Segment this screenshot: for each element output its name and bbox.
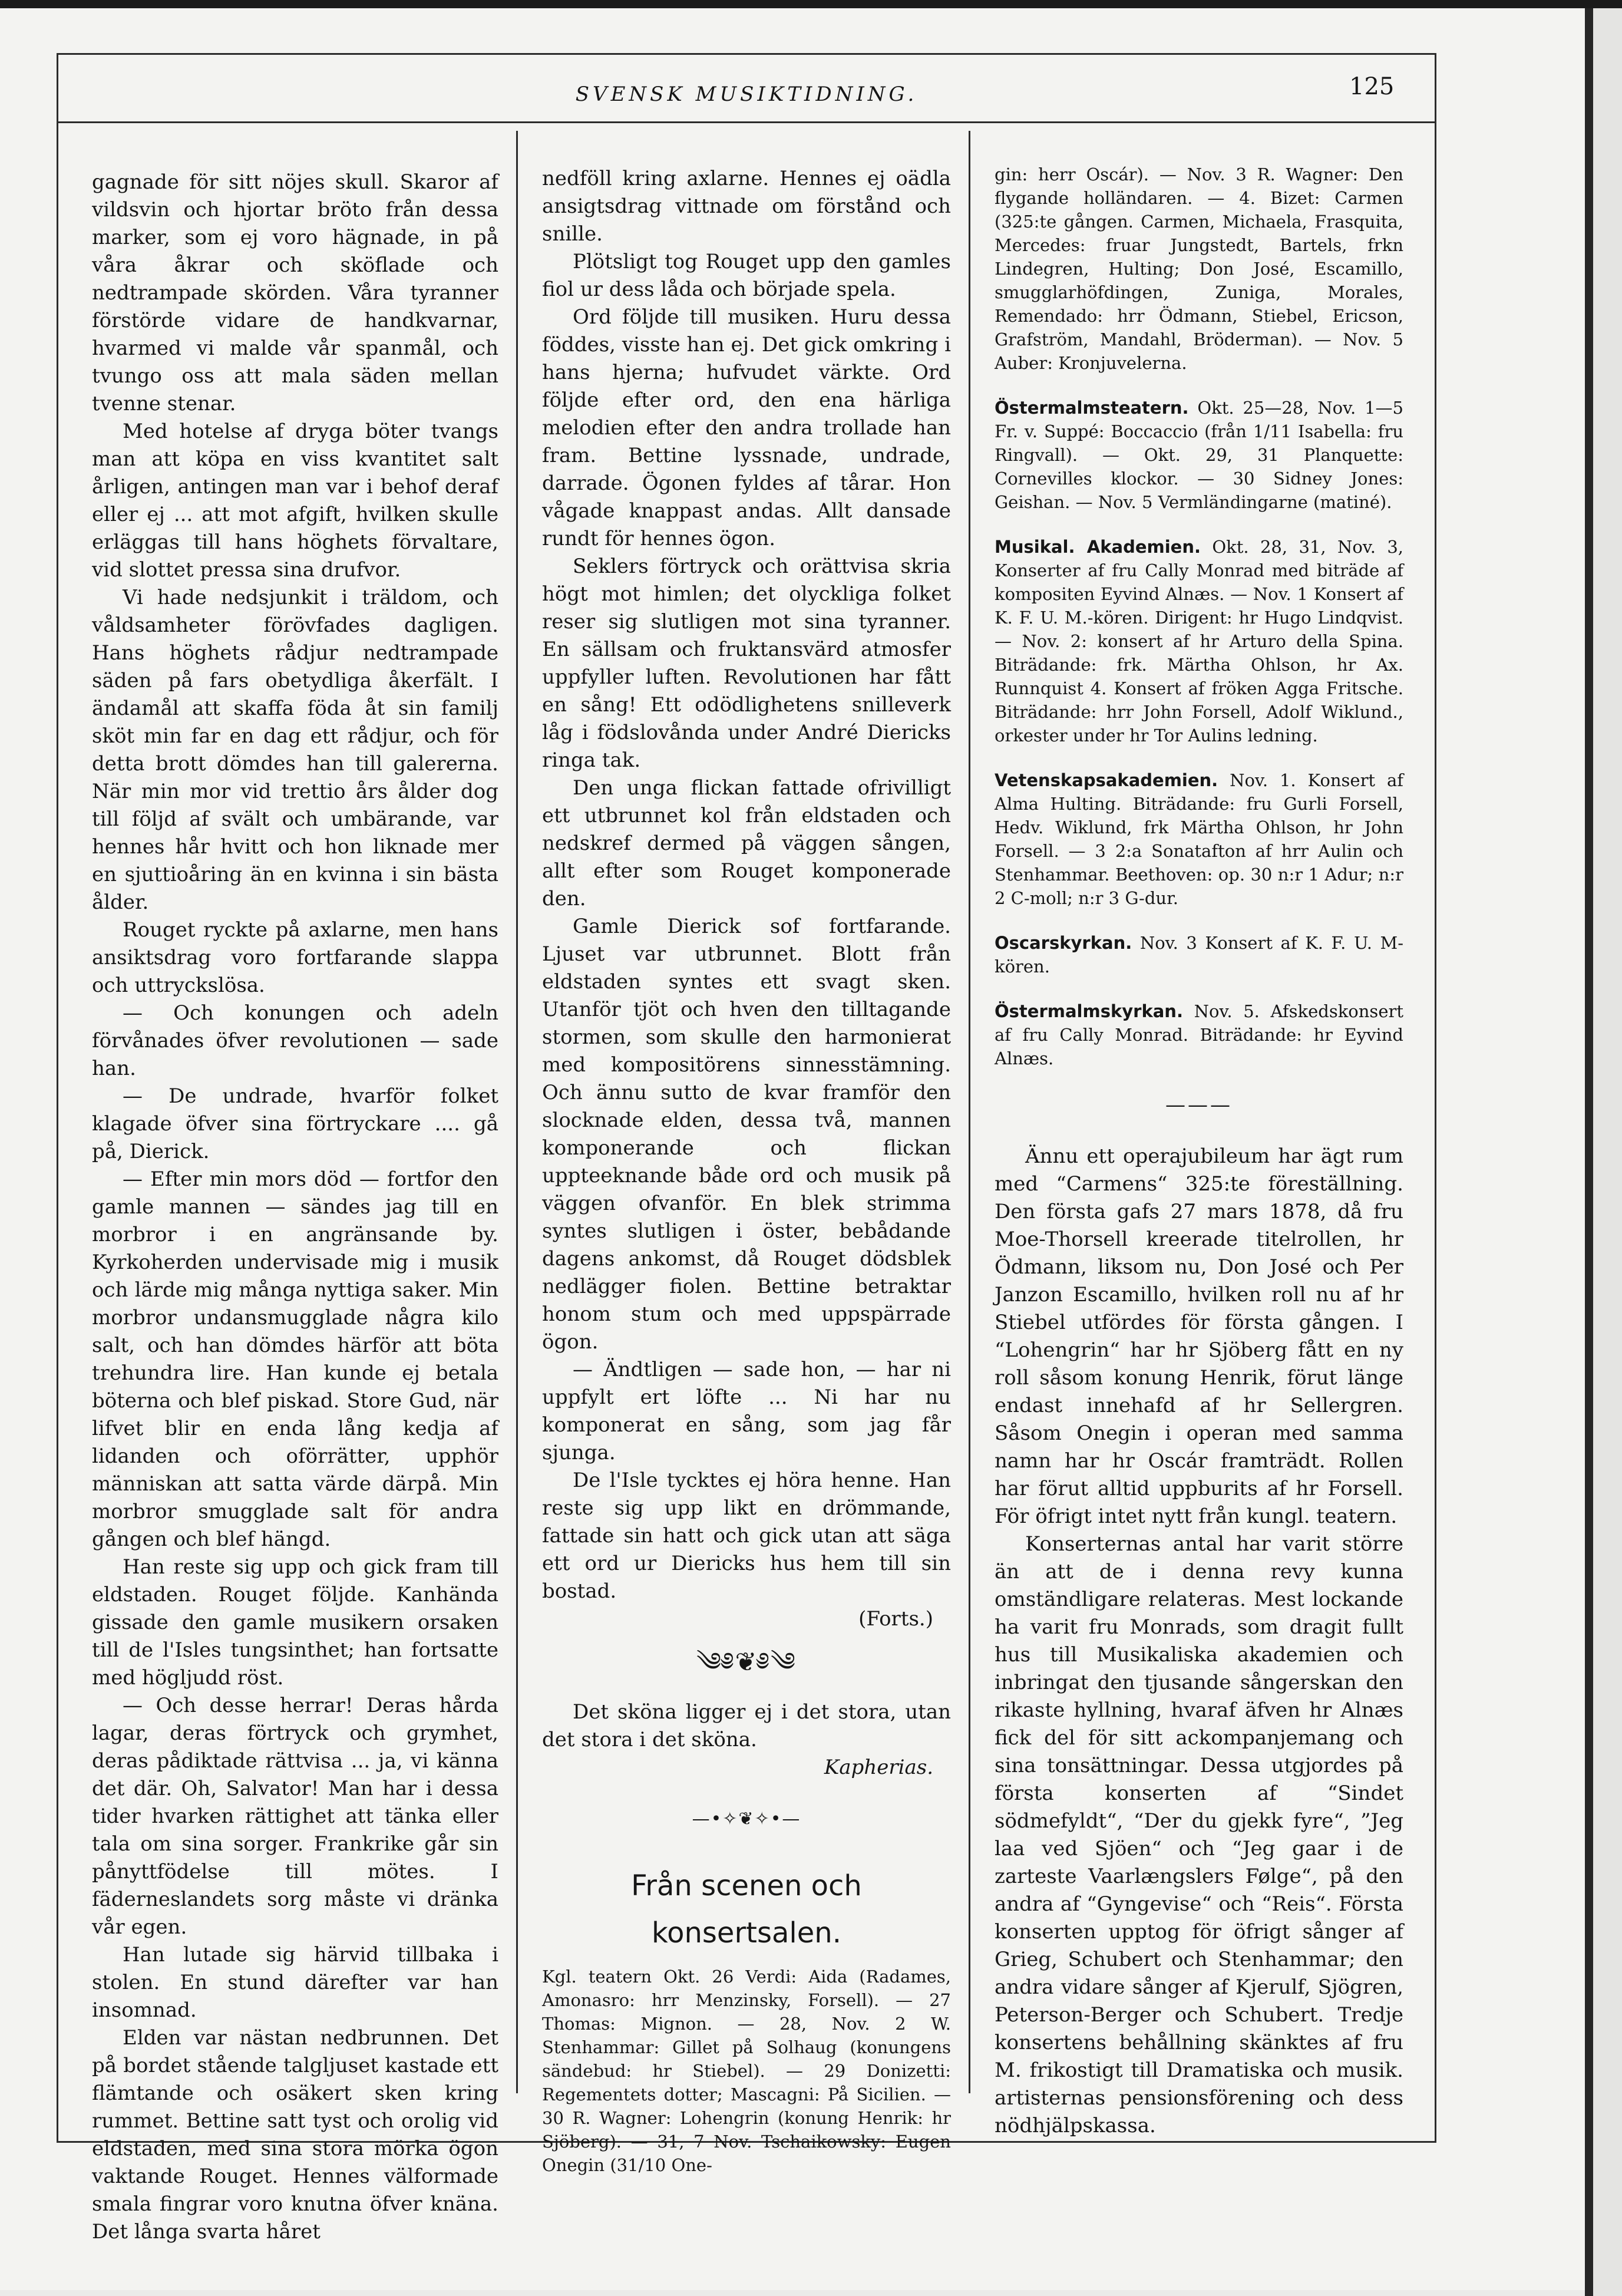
listing <box>995 163 1403 375</box>
paragraph: Ord följde till musiken. Huru dessa föddes, visste han ej. Det gick omkring i hans hjerna; hufvudet värkte. Ord följde efter ord, den ena härliga melodien efter den andra trollade han fram. Bettine lyssnade, undrade, darrade. Ögonen fyldes af tårar. Hon vågade knappast andas. Allt dansade rundt för hennes ögon. <box>542 305 951 550</box>
listing-venue: Vetenskapsakademien. <box>995 770 1218 790</box>
listing-venue: Östermalmsteatern. <box>995 398 1189 418</box>
paragraph: Seklers förtryck och orättvisa skria högt mot himlen; det olyckliga folket reser sig slutligen mot sina tyranner. En sällsam och fruktansvärd atmosfer uppfyller luften. Revolutionen har fått en sång! Ett odödlighetens snilleverk låg i födslovånda under André Diericks ringa tak. <box>542 555 951 772</box>
listing-venue: Östermalmskyrkan. <box>995 1001 1183 1021</box>
listing <box>995 931 1403 978</box>
paragraph: Han reste sig upp och gick fram till eldstaden. Rouget följde. Kanhända gissade den gamle musikern orsaken till de l'Isles tungsinthet; han fortsatte med högljudd röst. <box>92 1555 498 1690</box>
paragraph: Vi hade nedsjunkit i träldom, och våldsamheter förövfades dagligen. Hans höghets rådjur nedtrampade säden på fars obetydliga åkerfält. I ändamål att skaffa föda åt sin familj sköt min far en dag ett rådjur, och för detta brott dömdes han till galererna. När min mor vid trettio års ålder dog till följd af svält och umbärande, var hennes hår hvitt och hon liknade mer en sjuttioåring än en kvinna i sin bästa ålder. <box>92 586 498 914</box>
listing <box>995 768 1403 910</box>
listing-venue: Musikal. Akademien. <box>995 537 1201 557</box>
listings <box>995 163 1403 1070</box>
paragraph: Den unga flickan fattade ofrivilligt ett utbrunnet kol från eldstaden och nedskref dermed på väggen sången, allt efter som Rouget komponerade den. <box>542 776 951 911</box>
paragraph: — De undrade, hvarför folket klagade öfver sina förtryckare .... gå på, Dierick. <box>92 1084 498 1163</box>
column-rule-1 <box>516 131 518 2093</box>
quote-author: Kapherias. <box>824 1756 933 1779</box>
paragraph: gagnade för sitt nöjes skull. Skaror af vildsvin och hjortar bröto från dessa marker, som ej voro hägnade, in på våra åkrar och sköflade och nedtrampade skörden. Våra tyranner förstörde vidare de handkvarnar, hvarmed vi malde vår spanmål, och tvungo oss att mala säden mellan tvenne stenar. <box>92 170 498 415</box>
paragraph: Ännu ett operajubileum har ägt rum med “Carmens“ 325:te föreställning. Den första gafs 27 mars 1878, då fru Moe-Thorsell kreerade titelrollen, hr Ödmann, liksom nu, Don José och Per Janzon Escamillo, hvilken roll nu af hr Stiebel utfördes för första gången. I “Lohengrin“ har hr Sjöberg fått en ny roll såsom konung Henrik, förut länge endast innehafd af hr Sellergren. Såsom Onegin i operan med samma namn har hr Oscár framträdt. Rollen har förut alltid uppburits af hr Forsell. För öfrigt intet nytt från kungl. teatern. <box>995 1144 1403 1528</box>
continued-note: (Forts.) <box>858 1607 933 1631</box>
paragraph: Med hotelse af dryga böter tvangs man att köpa en viss kvantitet salt årligen, antingen man var i behof deraf eller ej ... att mot afgift, hvilken skulle erläggas till hans höghets förvaltare, vid slottet pressa sina drufvor. <box>92 420 498 582</box>
paragraph: — Och konungen och adeln förvånades öfver revolutionen — sade han. <box>92 1001 498 1080</box>
paragraph: Han lutade sig härvid tillbaka i stolen. En stund därefter var han insomnad. <box>92 1943 498 2022</box>
listing-text: Kgl. teatern Okt. 26 Verdi: Aida (Radames, Amonasro: hrr Menzinsky, Forsell). — 27 Thomas: Mignon. — 28, Nov. 2 W. Stenhammar: Gillet på Solhaug (konungens sändebud: hr Stiebel). — 29 Donizetti: Regementets dotter; Mascagni: På Sicilien. — 30 R. Wagner: Lohengrin (konung Henrik: hr Sjöberg). — 31, 7 Nov. Tschaikowsky: Eugen Onegin (31/10 One- <box>542 1967 951 2175</box>
page-number: 125 <box>1349 73 1395 100</box>
paragraph: nedföll kring axlarne. Hennes ej oädla ansigtsdrag vittnade om förstånd och snille. <box>542 167 951 246</box>
header-rule <box>57 121 1436 123</box>
listing-text: Nov. 5. Afskedskonsert af fru Cally Monrad. Biträdande: hr Eyvind Alnæs. <box>995 1001 1403 1068</box>
listing-text: Nov. 3 Konsert af K. F. U. M-kören. <box>995 933 1403 977</box>
running-title: SVENSK MUSIKTIDNING. <box>575 83 918 106</box>
listing <box>995 535 1403 747</box>
listing-text: Okt. 25—28, Nov. 1—5 Fr. v. Suppé: Boccaccio (från 1/11 Isabella: fru Ringvall). — Okt. 29, 31 Planquette: Cornevilles klockor. — 30 Sidney Jones: Geishan. — Nov. 5 Vermländingarne (matiné). <box>995 398 1403 512</box>
column-2 <box>542 165 951 2198</box>
paragraph: — Efter min mors död — fortfor den gamle mannen — sändes jag till en morbror i en angränsande by. Kyrkoherden undervisade mig i musik och lärde mig många nyttiga saker. Min morbror undansmugglade några kilo salt, och han dömdes härför att böta trehundra lire. Han kunde ej betala böterna och blef piskad. Store Gud, när lifvet blir en enda lång kedja af lidanden och oförrätter, upphör människan att satta värde därpå. Min morbror smugglade salt för andra gången och blef hängd. <box>92 1167 498 1551</box>
paragraph: Gamle Dierick sof fortfarande. Ljuset var utbrunnet. Blott från eldstaden syntes ett svagt sken. Utanför tjöt och hven den tilltagande stormen, som skulle den harmonierat med kompositörens sinnesstämning. Och ännu sutto de kvar framför den slocknade elden, dessa två, mannen komponerande och flickan uppteeknande både ord och musik på väggen ofvanför. En blek strimma syntes slutligen i öster, bebådande dagens ankomst, då Rouget dödsblek nedlägger fiolen. Bettine betraktar honom stum och med uppspärrade ögon. <box>542 915 951 1354</box>
ornament: ༄༅❦༅༄ <box>696 1647 797 1677</box>
paragraph: De l'Isle tycktes ej höra henne. Han reste sig upp likt en drömmande, fattade sin hatt och gick utan att säga ett ord ur Diericks hus hem till sin bostad. <box>542 1469 951 1603</box>
column-rule-2 <box>969 131 970 2093</box>
paragraph: Plötsligt tog Rouget upp den gamles fiol ur dess låda och började spela. <box>542 250 951 301</box>
scan-top-edge <box>0 0 1622 8</box>
scan-binding-edge <box>1585 8 1593 2296</box>
column-3 <box>995 163 1403 2140</box>
paragraph: Elden var nästan nedbrunnen. Det på bordet stående talgljuset kastade ett flämtande och osäkert sken kring rummet. Bettine satt tyst och orolig vid eldstaden, med sina stora mörka ögon vaktande Rouget. Hennes välformade smala fingrar voro knutna öfver knäna. Det långa svarta håret <box>92 2026 498 2244</box>
listing <box>995 396 1403 514</box>
section-title: Från scenen och konsertsalen. <box>631 1869 862 1949</box>
listing-text: Nov. 1. Konsert af Alma Hulting. Biträdande: fru Gurli Forsell, Hedv. Wiklund, frk Märtha Ohlson, hr John Forsell. — 3 2:a Sonatafton af hrr Aulin och Stenhammar. Beethoven: op. 30 n:r 1 Adur; n:r 2 C-moll; n:r 3 G-dur. <box>995 770 1403 908</box>
column-1 <box>92 169 498 2246</box>
paragraph: Rouget ryckte på axlarne, men hans ansiktsdrag voro fortfarande slappa och uttryckslösa. <box>92 918 498 997</box>
listing-kgl-teatern <box>542 1965 951 2177</box>
listing <box>995 999 1403 1070</box>
listing-venue: Oscarskyrkan. <box>995 933 1132 953</box>
paragraph: Konserternas antal har varit större än att de i denna revy kunna omständligare relateras. Mest lockande ha varit fru Monrads, som dragit fullt hus till Musikaliska akademien och inbringat den tjusande sångerskan den rikaste hyllning, hvaraf äfven hr Alnæs fick del för sitt ackompanjemang och sina tonsättningar. Dessa utgjordes på första konserten af “Sindet södmefyldt“, “Der du gjekk fyre“, ”Jeg laa ved Sjöen“ och “Jeg gaar i de zarteste Vaarlængslers Følge“, på den andra af “Gyngevise“ och “Reis“. Första konserten upptog för öfrigt sånger af Grieg, Schubert och Stenhammar; den andra vidare sånger af Kjerulf, Sjögren, Peterson-Berger och Schubert. Tredje konsertens behållning skänktes af fru M. frikostigt till Dramatiska och musik. artisternas pensionsförening och dess nödhjälpskassa. <box>995 1532 1403 2137</box>
short-divider: ——— <box>1165 1093 1233 1117</box>
paragraph: — Och desse herrar! Deras hårda lagar, deras förtryck och grymhet, deras pådiktade rättvisa ... ja, vi känna det där. Oh, Salvator! Man har i dessa tider hvarken rättighet att tänka eller tala om sina sorger. Frankrike går sin pånyttfödelse till mötes. I fäderneslandets sorg måste vi dränka vår egen. <box>92 1694 498 1939</box>
scan-margin <box>1593 8 1622 2296</box>
listing-text: gin: herr Oscár). — Nov. 3 R. Wagner: Den flygande holländaren. — 4. Bizet: Carmen (325:te gången. Carmen, Michaela, Frasquita, Mercedes: fruar Jungstedt, Bartels, frkn Lindegren, Hulting; Don José, Escamillo, smugglarhöfdingen, Zuniga, Morales, Remendado: hrr Ödmann, Stiebel, Ericson, Grafström, Mandahl, Bröderman). — Nov. 5 Auber: Kronjuvelerna. <box>995 164 1403 373</box>
listing-text: Okt. 28, 31, Nov. 3, Konserter af fru Cally Monrad med biträde af kompositen Eyvind Alnæs. — Nov. 1 Konsert af K. F. U. M.-kören. Dirigent: hr Hugo Lindqvist. — Nov. 2: konsert af hr Arturo della Spina. Biträdande: frk. Märtha Ohlson, hr Ax. Runnquist 4. Konsert af fröken Agga Fritsche. Biträdande: hrr John Forsell, Adolf Wiklund., orkester under hr Tor Aulins ledning. <box>995 537 1403 745</box>
ornament-divider: —•✧❦✧•— <box>692 1809 801 1829</box>
quote: Det sköna ligger ej i det stora, utan det stora i det sköna. <box>542 1700 951 1751</box>
paragraph: — Ändtligen — sade hon, — har ni uppfylt ert löfte ... Ni har nu komponerat en sång, som jag får sjunga. <box>542 1358 951 1464</box>
